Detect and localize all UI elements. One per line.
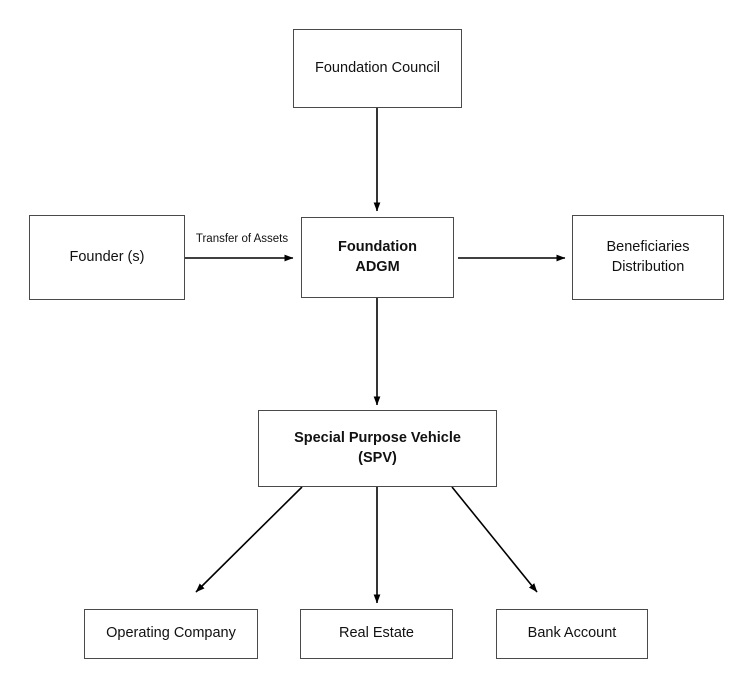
node-spv-line2: (SPV) <box>358 449 397 466</box>
edge-label-transfer-of-assets-text: Transfer of Assets <box>195 233 289 245</box>
node-bank-account-label: Bank Account <box>527 625 617 642</box>
node-founder-label: Founder (s) <box>69 248 145 265</box>
node-bank-account[interactable] <box>496 609 648 659</box>
node-beneficiaries-distribution[interactable] <box>572 215 724 300</box>
node-spv-line1: Special Purpose Vehicle <box>294 429 461 446</box>
node-operating-company-label: Operating Company <box>106 625 236 642</box>
node-real-estate[interactable] <box>300 609 453 659</box>
arrow-spv-to-operating-company <box>196 487 302 592</box>
node-foundation-council[interactable] <box>293 29 462 108</box>
node-beneficiaries-line2: Distribution <box>611 258 685 275</box>
node-special-purpose-vehicle[interactable] <box>258 410 497 487</box>
node-beneficiaries-line1: Beneficiaries <box>606 238 690 255</box>
edge-label-transfer-of-assets <box>193 233 291 245</box>
node-real-estate-label: Real Estate <box>339 625 414 642</box>
node-operating-company[interactable] <box>84 609 258 659</box>
arrow-spv-to-bank-account <box>452 487 537 592</box>
node-foundation-adgm-line2: ADGM <box>355 258 400 275</box>
node-foundation-adgm[interactable] <box>301 217 454 298</box>
node-foundation-council-label: Foundation Council <box>315 59 440 76</box>
node-foundation-adgm-line1: Foundation <box>338 238 417 255</box>
node-founder[interactable] <box>29 215 185 300</box>
